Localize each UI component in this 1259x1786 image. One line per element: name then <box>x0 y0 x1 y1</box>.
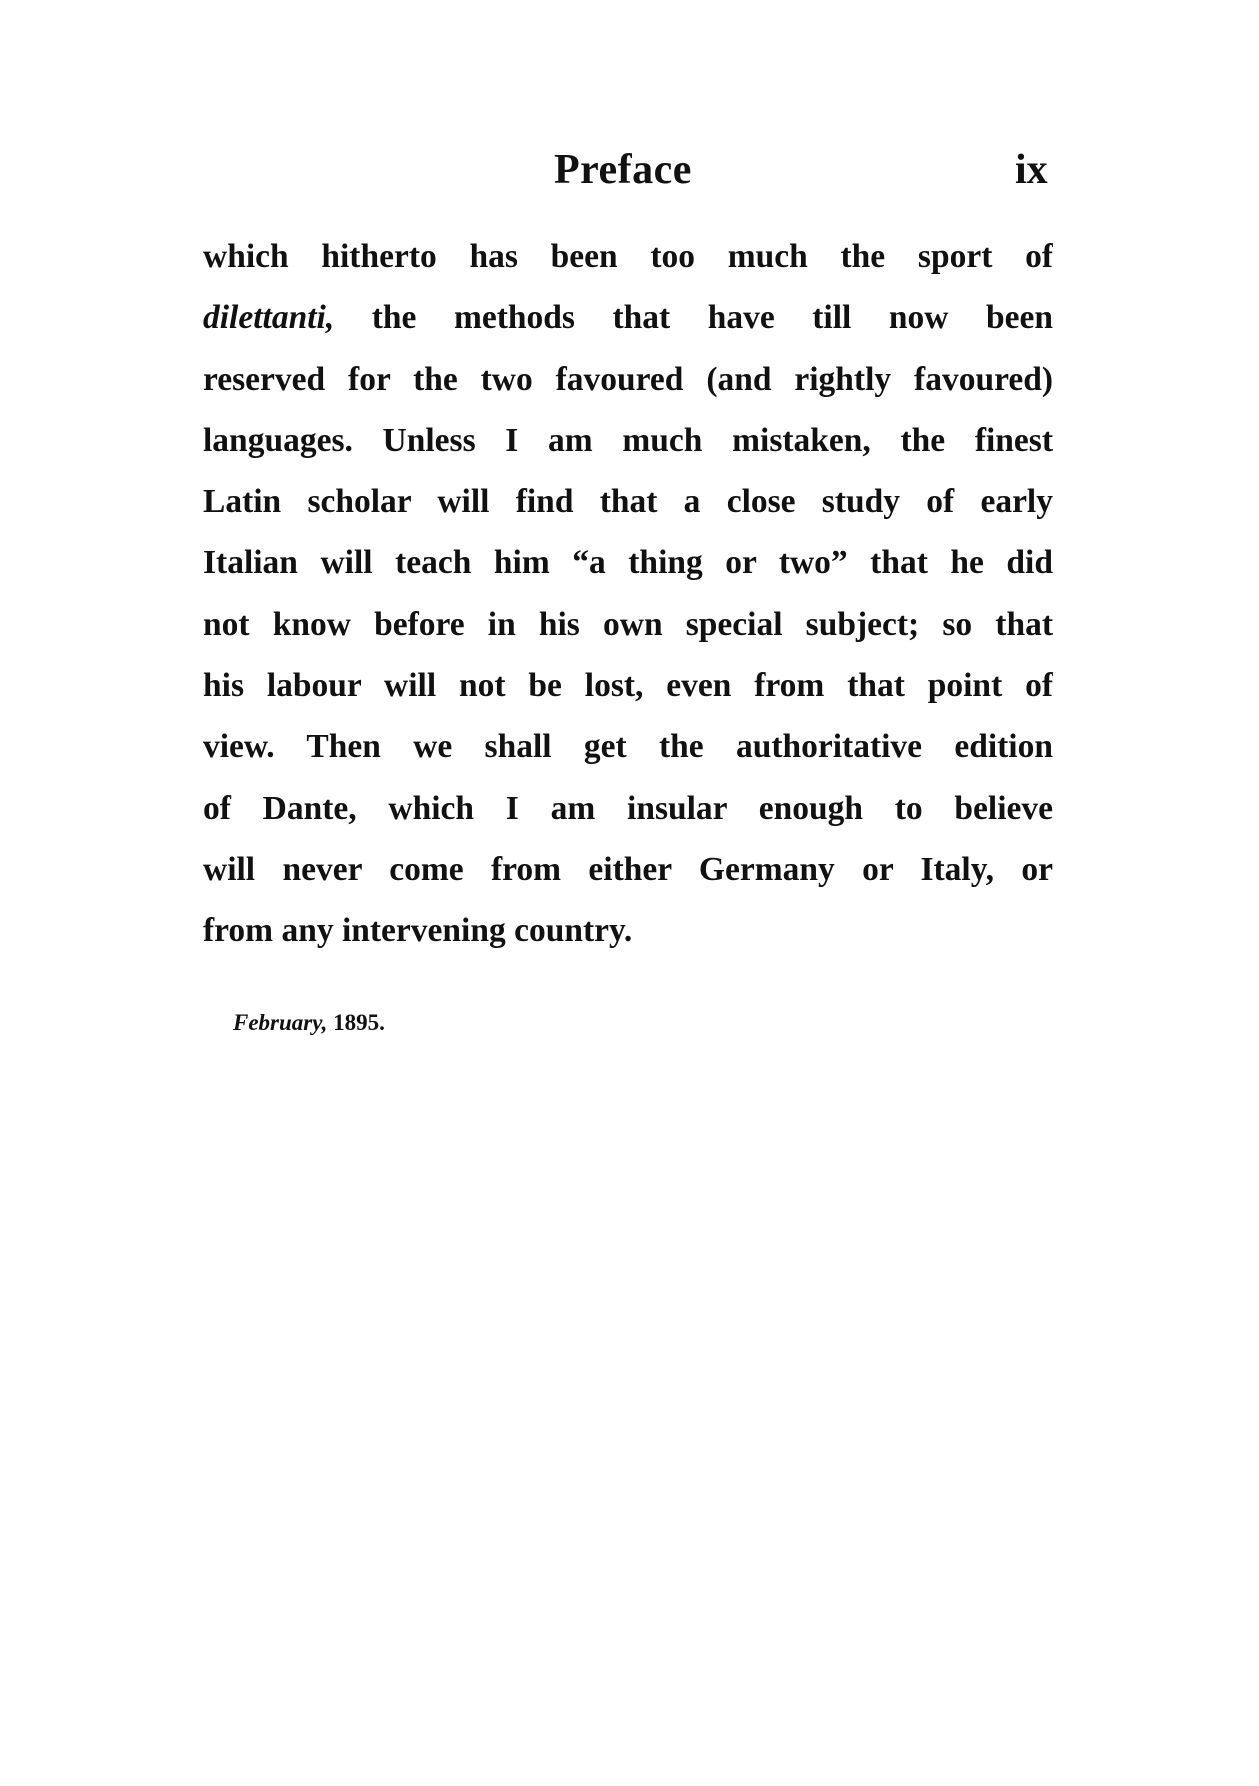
text-line: Italian will teach him “a thing or two” that he did <box>203 544 1053 582</box>
text-line: his labour will not be lost, even from that point of <box>203 667 1053 705</box>
text-line: view. Then we shall get the authoritative edition <box>203 728 1053 766</box>
dateline-year: 1895. <box>327 1010 385 1035</box>
text-line: languages. Unless I am much mistaken, the finest <box>203 421 1053 459</box>
page-number: ix <box>1015 147 1048 193</box>
text-line: not know before in his own special subject; so that <box>203 605 1053 643</box>
running-head <box>0 140 1259 200</box>
text-line: will never come from either Germany or Italy, or <box>203 850 1053 888</box>
text-line: dilettanti, the methods that have till now been <box>203 299 1053 337</box>
text-line: Latin scholar will find that a close study of early <box>203 483 1053 521</box>
text-line: from any intervening country. <box>203 912 633 950</box>
text-line: which hitherto has been too much the sport of <box>203 238 1053 275</box>
dateline <box>233 1005 385 1041</box>
italic-term: dilettanti, <box>203 299 335 337</box>
preface-paragraph <box>203 226 1053 962</box>
text-line: reserved for the two favoured (and rightly favoured) <box>203 360 1053 398</box>
text-line: of Dante, which I am insular enough to believe <box>203 789 1053 827</box>
dateline-month: February, <box>233 1010 328 1035</box>
running-head-title: Preface <box>554 147 692 193</box>
